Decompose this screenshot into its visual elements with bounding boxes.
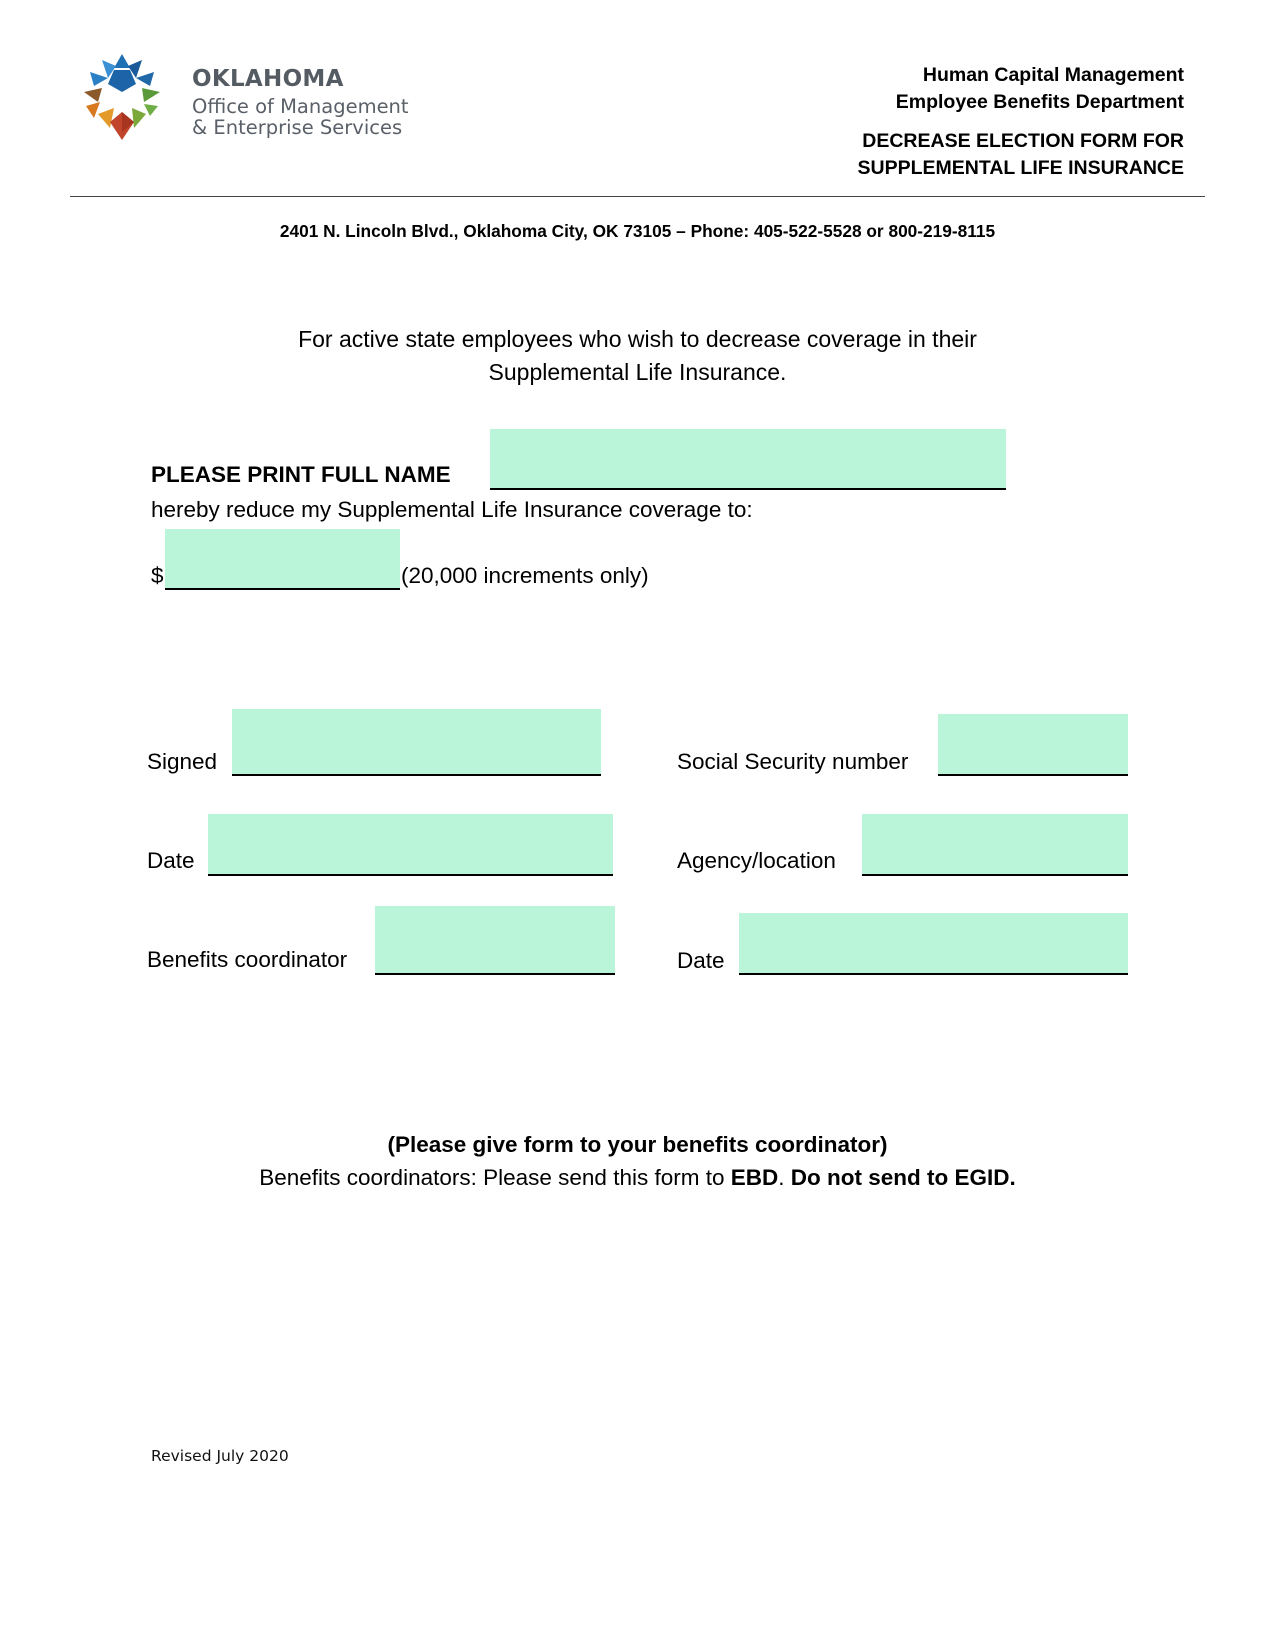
header-divider xyxy=(70,196,1205,197)
department-line2: Employee Benefits Department xyxy=(895,91,1184,113)
increments-note: (20,000 increments only) xyxy=(401,563,649,588)
coordinator-date-label: Date xyxy=(677,948,725,973)
oklahoma-star-logo-icon xyxy=(80,52,164,142)
form-title-line2: SUPPLEMENTAL LIFE INSURANCE xyxy=(857,157,1184,179)
give-form-note: (Please give form to your benefits coordinator) xyxy=(387,1132,888,1157)
reduce-statement: hereby reduce my Supplemental Life Insurance coverage to: xyxy=(151,497,753,522)
revision-date: Revised July 2020 xyxy=(151,1447,289,1465)
intro-line1: For active state employees who wish to decrease coverage in their xyxy=(298,326,977,352)
send-period: . xyxy=(778,1165,791,1190)
agency-location-label: Agency/location xyxy=(677,848,836,873)
benefits-coordinator-field[interactable] xyxy=(375,906,615,975)
department-line1: Human Capital Management xyxy=(922,64,1184,86)
ssn-field[interactable] xyxy=(938,714,1128,776)
intro-text xyxy=(0,323,1275,389)
date-field[interactable] xyxy=(208,814,613,876)
footer-instructions xyxy=(0,1128,1275,1194)
logo-org-line2: & Enterprise Services xyxy=(192,116,403,139)
send-instructions xyxy=(0,1161,1275,1194)
send-ebd: EBD xyxy=(730,1165,779,1190)
full-name-field[interactable] xyxy=(490,429,1006,490)
ssn-label: Social Security number xyxy=(677,749,909,774)
benefits-coordinator-label: Benefits coordinator xyxy=(147,947,348,972)
currency-symbol: $ xyxy=(151,563,164,588)
logo-org-line1: Office of Management xyxy=(192,95,409,118)
contact-address: 2401 N. Lincoln Blvd., Oklahoma City, OK 73105 – Phone: 405-522-5528 or 800-219-8115 xyxy=(279,221,996,241)
send-prefix: Benefits coordinators: Please send this form to xyxy=(259,1165,731,1190)
logo-state-name: OKLAHOMA xyxy=(192,66,344,92)
intro-line2: Supplemental Life Insurance. xyxy=(488,359,787,385)
coordinator-date-field[interactable] xyxy=(739,913,1128,975)
signed-label: Signed xyxy=(147,749,218,774)
form-title-line1: DECREASE ELECTION FORM FOR xyxy=(862,130,1184,152)
signed-field[interactable] xyxy=(232,709,601,776)
full-name-label: PLEASE PRINT FULL NAME xyxy=(151,462,451,487)
send-warning: Do not send to EGID. xyxy=(790,1165,1016,1190)
agency-location-field[interactable] xyxy=(862,814,1128,876)
coverage-amount-field[interactable] xyxy=(165,529,400,590)
date-label: Date xyxy=(147,848,195,873)
